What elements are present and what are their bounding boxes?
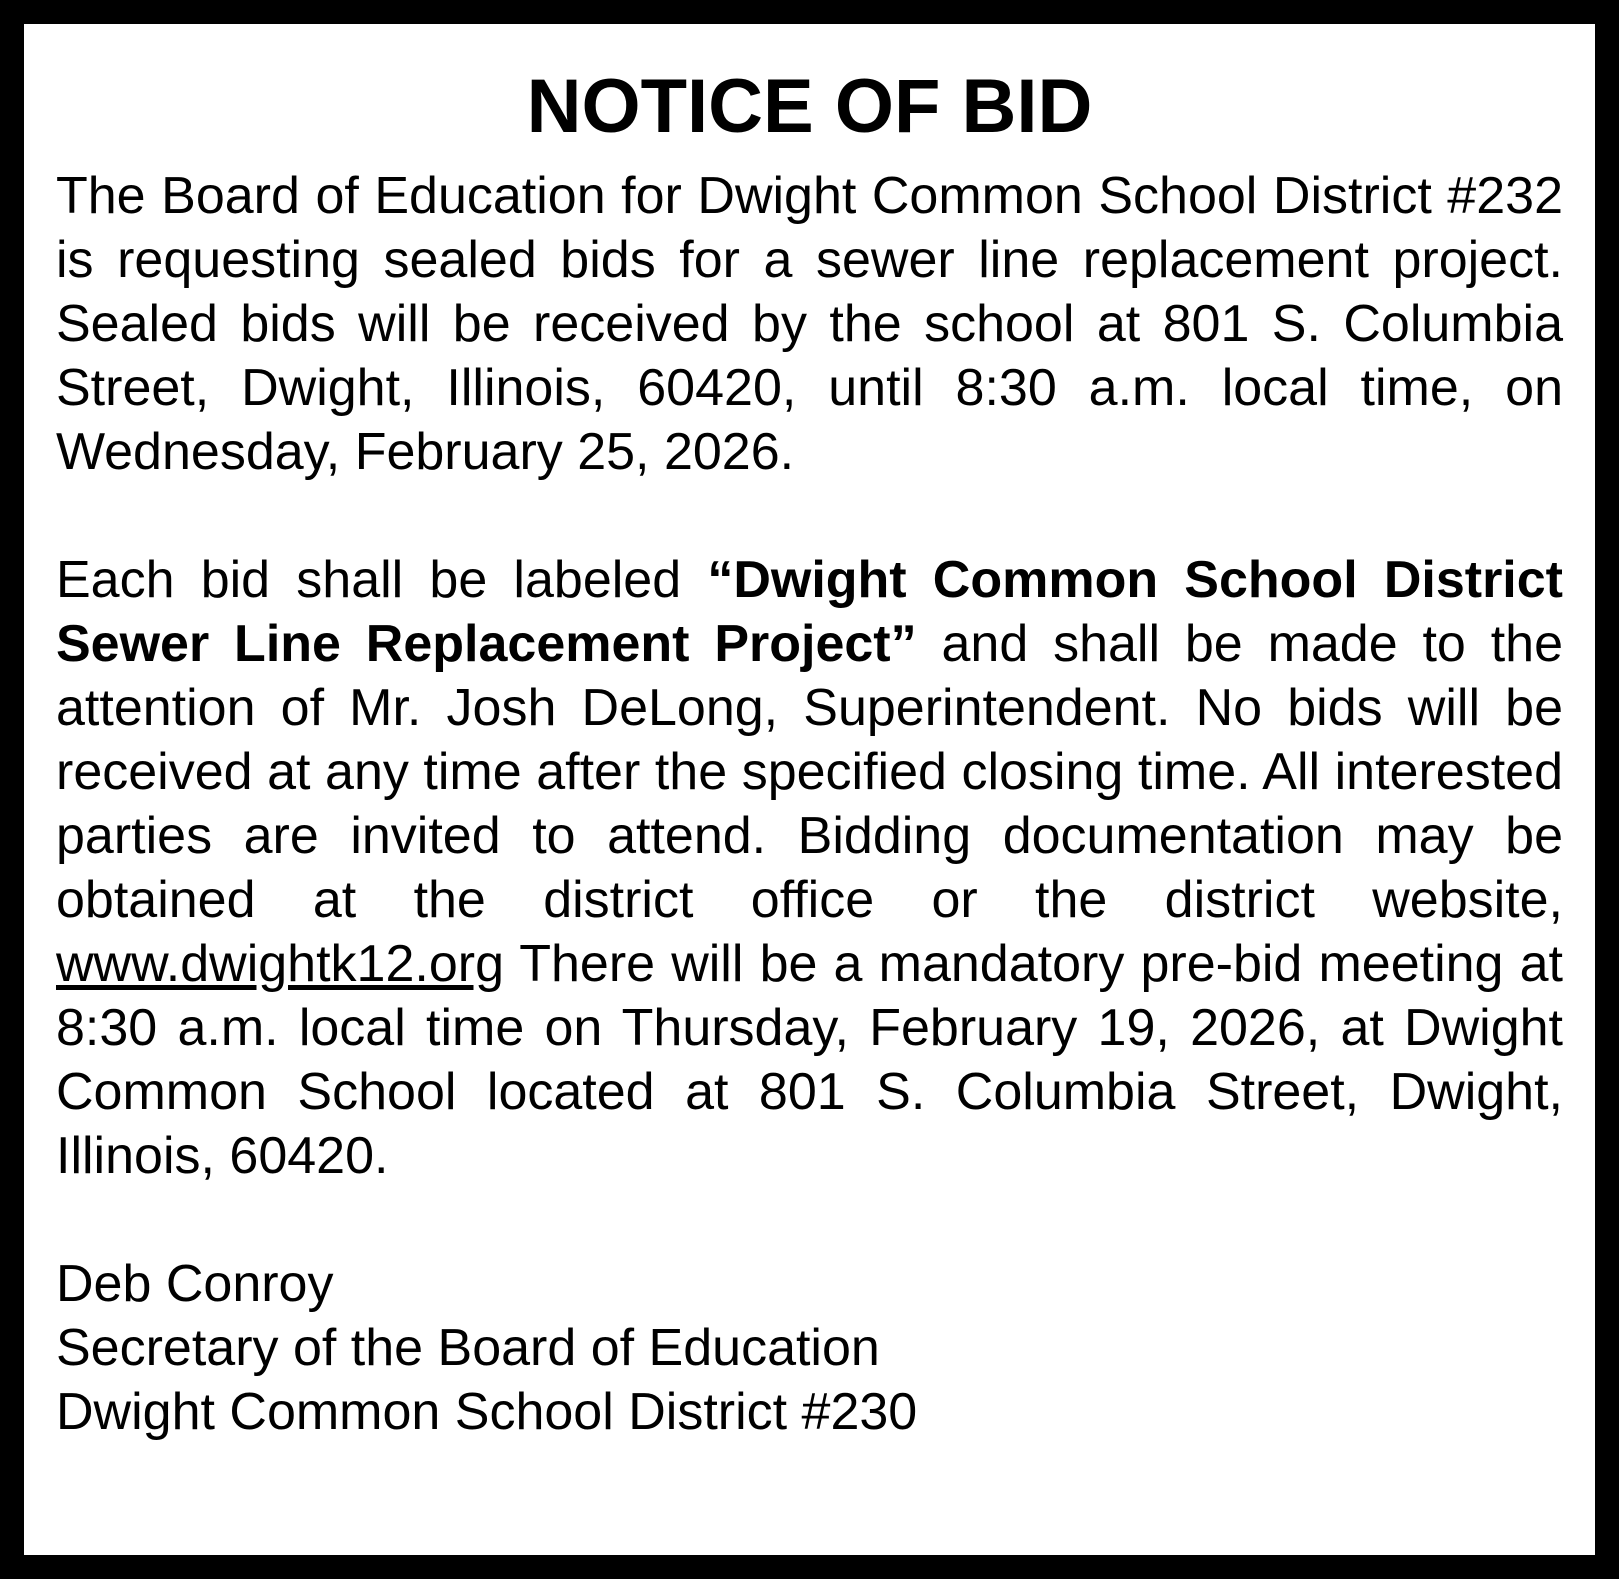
signatory-name: Deb Conroy bbox=[56, 1255, 334, 1313]
signature-block bbox=[56, 1252, 1563, 1444]
notice-paragraph-bid-instructions bbox=[56, 548, 1563, 1188]
signatory-title: Secretary of the Board of Education bbox=[56, 1319, 880, 1377]
bid-label-intro: Each bid shall be labeled bbox=[56, 551, 708, 609]
notice-content bbox=[56, 64, 1563, 1444]
bid-instructions-text: and shall be made to the attention of Mr. Josh DeLong, Superintendent. No bids will be received at any time after the specified closing time. All interested parties are invited to attend. Bidding documentation may be obtained at the district office or the district website, bbox=[56, 615, 1563, 929]
notice-title: NOTICE OF BID bbox=[526, 64, 1093, 149]
notice-paragraph-bid-request: The Board of Education for Dwight Common School District #232 is requesting sealed bids for a sewer line replacement project. Sealed bids will be received by the school at 801 S. Columbia Street, Dwight, Illinois, 60420, until 8:30 a.m. local time, on Wednesday, February 25, 2026. bbox=[56, 167, 1563, 481]
bid-label-project-name: “Dwight Common School District Sewer Line Replacement Project” bbox=[56, 551, 1563, 673]
district-website-link[interactable]: www.dwightk12.org bbox=[56, 935, 504, 993]
signatory-district: Dwight Common School District #230 bbox=[56, 1383, 918, 1441]
pre-bid-meeting-text: There will be a mandatory pre-bid meeting at 8:30 a.m. local time on Thursday, February 19, 2026, at Dwight Common School located at 801 S. Columbia Street, Dwight, Illinois, 60420. bbox=[56, 935, 1563, 1185]
